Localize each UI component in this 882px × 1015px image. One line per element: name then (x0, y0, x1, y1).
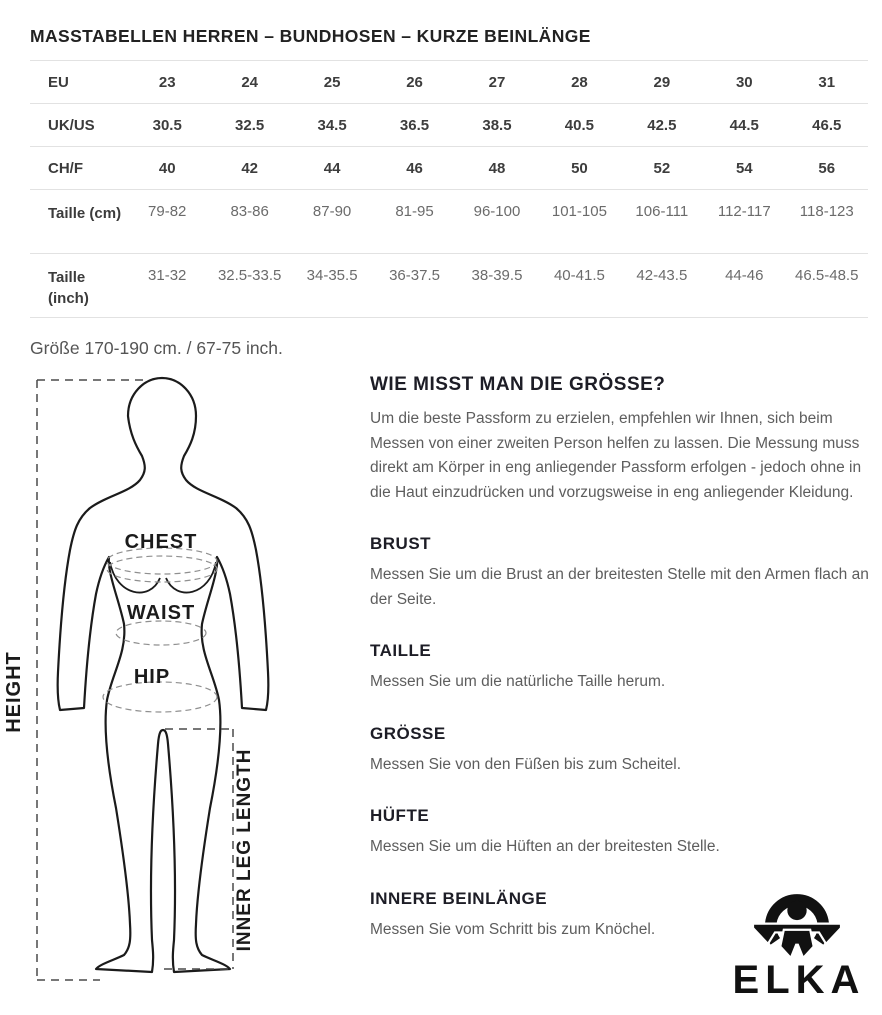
row-label: UK/US (48, 116, 95, 134)
table-cell: 42.5 (647, 116, 677, 134)
table-cell: 44-46 (725, 267, 764, 284)
table-cell: 27 (488, 73, 506, 91)
body-diagram-svg (0, 372, 350, 988)
row-label: Taille (cm) (48, 205, 122, 222)
section-text-taille: Messen Sie um die natürliche Taille herum. (370, 673, 666, 690)
section-heading-taille: TAILLE (370, 641, 432, 660)
guide-heading: WIE MISST MAN DIE GRÖSSE? (370, 374, 666, 395)
table-cell: 44.5 (729, 116, 759, 134)
table-cell: 81-95 (395, 203, 434, 220)
row-label: Taille (inch) (48, 269, 89, 307)
table-cell: 36.5 (399, 116, 430, 134)
table-cell: 52 (653, 159, 671, 177)
section-text-beinlaenge: Messen Sie vom Schritt bis zum Knöchel. (370, 920, 656, 938)
table-cell: 38.5 (482, 116, 512, 134)
brand-logo (712, 891, 882, 1003)
waist-label: WAIST (126, 602, 196, 624)
elka-logo-mark-icon (753, 891, 841, 958)
table-cell: 50 (571, 159, 588, 177)
table-cell: 36-37.5 (389, 267, 440, 284)
table-cell: 40.5 (564, 116, 594, 134)
table-row-chf (30, 147, 868, 190)
table-row-ukus (30, 104, 868, 147)
section-text-brust: Messen Sie um die Brust an der breitesten Stelle mit den Armen flach an der Seite. (370, 566, 869, 608)
table-cell: 38-39.5 (471, 267, 523, 284)
section-heading-beinlaenge: INNERE BEINLÄNGE (370, 888, 548, 908)
body-measurement-diagram (0, 372, 350, 988)
section-heading-brust: BRUST (370, 534, 432, 553)
row-label: EU (48, 73, 69, 91)
size-range-note: Größe 170-190 cm. / 67-75 inch. (30, 338, 283, 358)
table-cell: 40-41.5 (553, 267, 605, 284)
size-table (30, 60, 868, 318)
table-cell: 54 (735, 159, 753, 177)
table-cell: 40 (158, 159, 176, 177)
table-cell: 46.5-48.5 (795, 267, 859, 284)
table-cell: 44 (323, 159, 341, 177)
table-cell: 56 (818, 159, 836, 177)
brand-name: ELKA (732, 958, 866, 1002)
table-cell: 79-82 (148, 203, 187, 220)
inner-leg-label: INNER LEG LENGTH (234, 748, 255, 952)
table-cell: 34-35.5 (306, 267, 358, 284)
table-cell: 26 (406, 73, 423, 91)
chest-label: CHEST (124, 531, 198, 553)
table-cell: 32.5-33.5 (217, 267, 282, 284)
table-cell: 87-90 (312, 203, 352, 220)
table-row-taille-inch (30, 254, 868, 318)
table-cell: 48 (488, 159, 506, 177)
section-heading-huefte: HÜFTE (370, 806, 430, 825)
table-cell: 31 (818, 73, 836, 91)
table-cell: 101-105 (551, 203, 607, 220)
height-label: HEIGHT (3, 651, 25, 733)
table-cell: 46 (406, 159, 423, 177)
page-title: MASSTABELLEN HERREN – BUNDHOSEN – KURZE BEINLÄNGE (30, 26, 591, 46)
table-cell: 31-32 (148, 267, 187, 284)
table-cell: 46.5 (812, 116, 842, 134)
table-cell: 83-86 (230, 203, 269, 220)
table-cell: 106-111 (635, 203, 689, 220)
table-cell: 24 (241, 73, 258, 91)
table-cell: 28 (571, 73, 588, 91)
section-text-huefte: Messen Sie um die Hüften an der breitesten Stelle. (370, 838, 720, 855)
section-text-groesse: Messen Sie von den Füßen bis zum Scheitel. (370, 755, 682, 773)
table-row-eu (30, 61, 868, 104)
table-cell: 29 (653, 73, 671, 91)
table-cell: 32.5 (235, 116, 265, 134)
table-cell: 30 (735, 73, 753, 91)
table-cell: 42-43.5 (636, 267, 688, 284)
table-cell: 30.5 (152, 116, 182, 134)
table-cell: 23 (158, 73, 176, 91)
row-label: CH/F (48, 159, 83, 177)
table-cell: 96-100 (473, 203, 521, 220)
table-cell: 34.5 (317, 116, 347, 134)
table-cell: 25 (323, 73, 341, 91)
section-heading-groesse: GRÖSSE (370, 723, 446, 743)
table-cell: 118-123 (799, 203, 854, 220)
table-cell: 112-117 (717, 203, 771, 220)
guide-intro: Um die beste Passform zu erzielen, empfehlen wir Ihnen, sich beim Messen von einer zweiten Person helfen zu lassen. Die Messung muss direkt am Körper in eng anliegender Passform erfolgen - jedoch ohne in die Haut einzudrücken und vorzugsweise in eng anliegender Kleidung. (370, 410, 862, 501)
table-row-taille-cm (30, 190, 868, 254)
table-cell: 42 (241, 159, 258, 177)
measuring-guide (370, 374, 874, 942)
hip-label: HIP (133, 666, 171, 688)
